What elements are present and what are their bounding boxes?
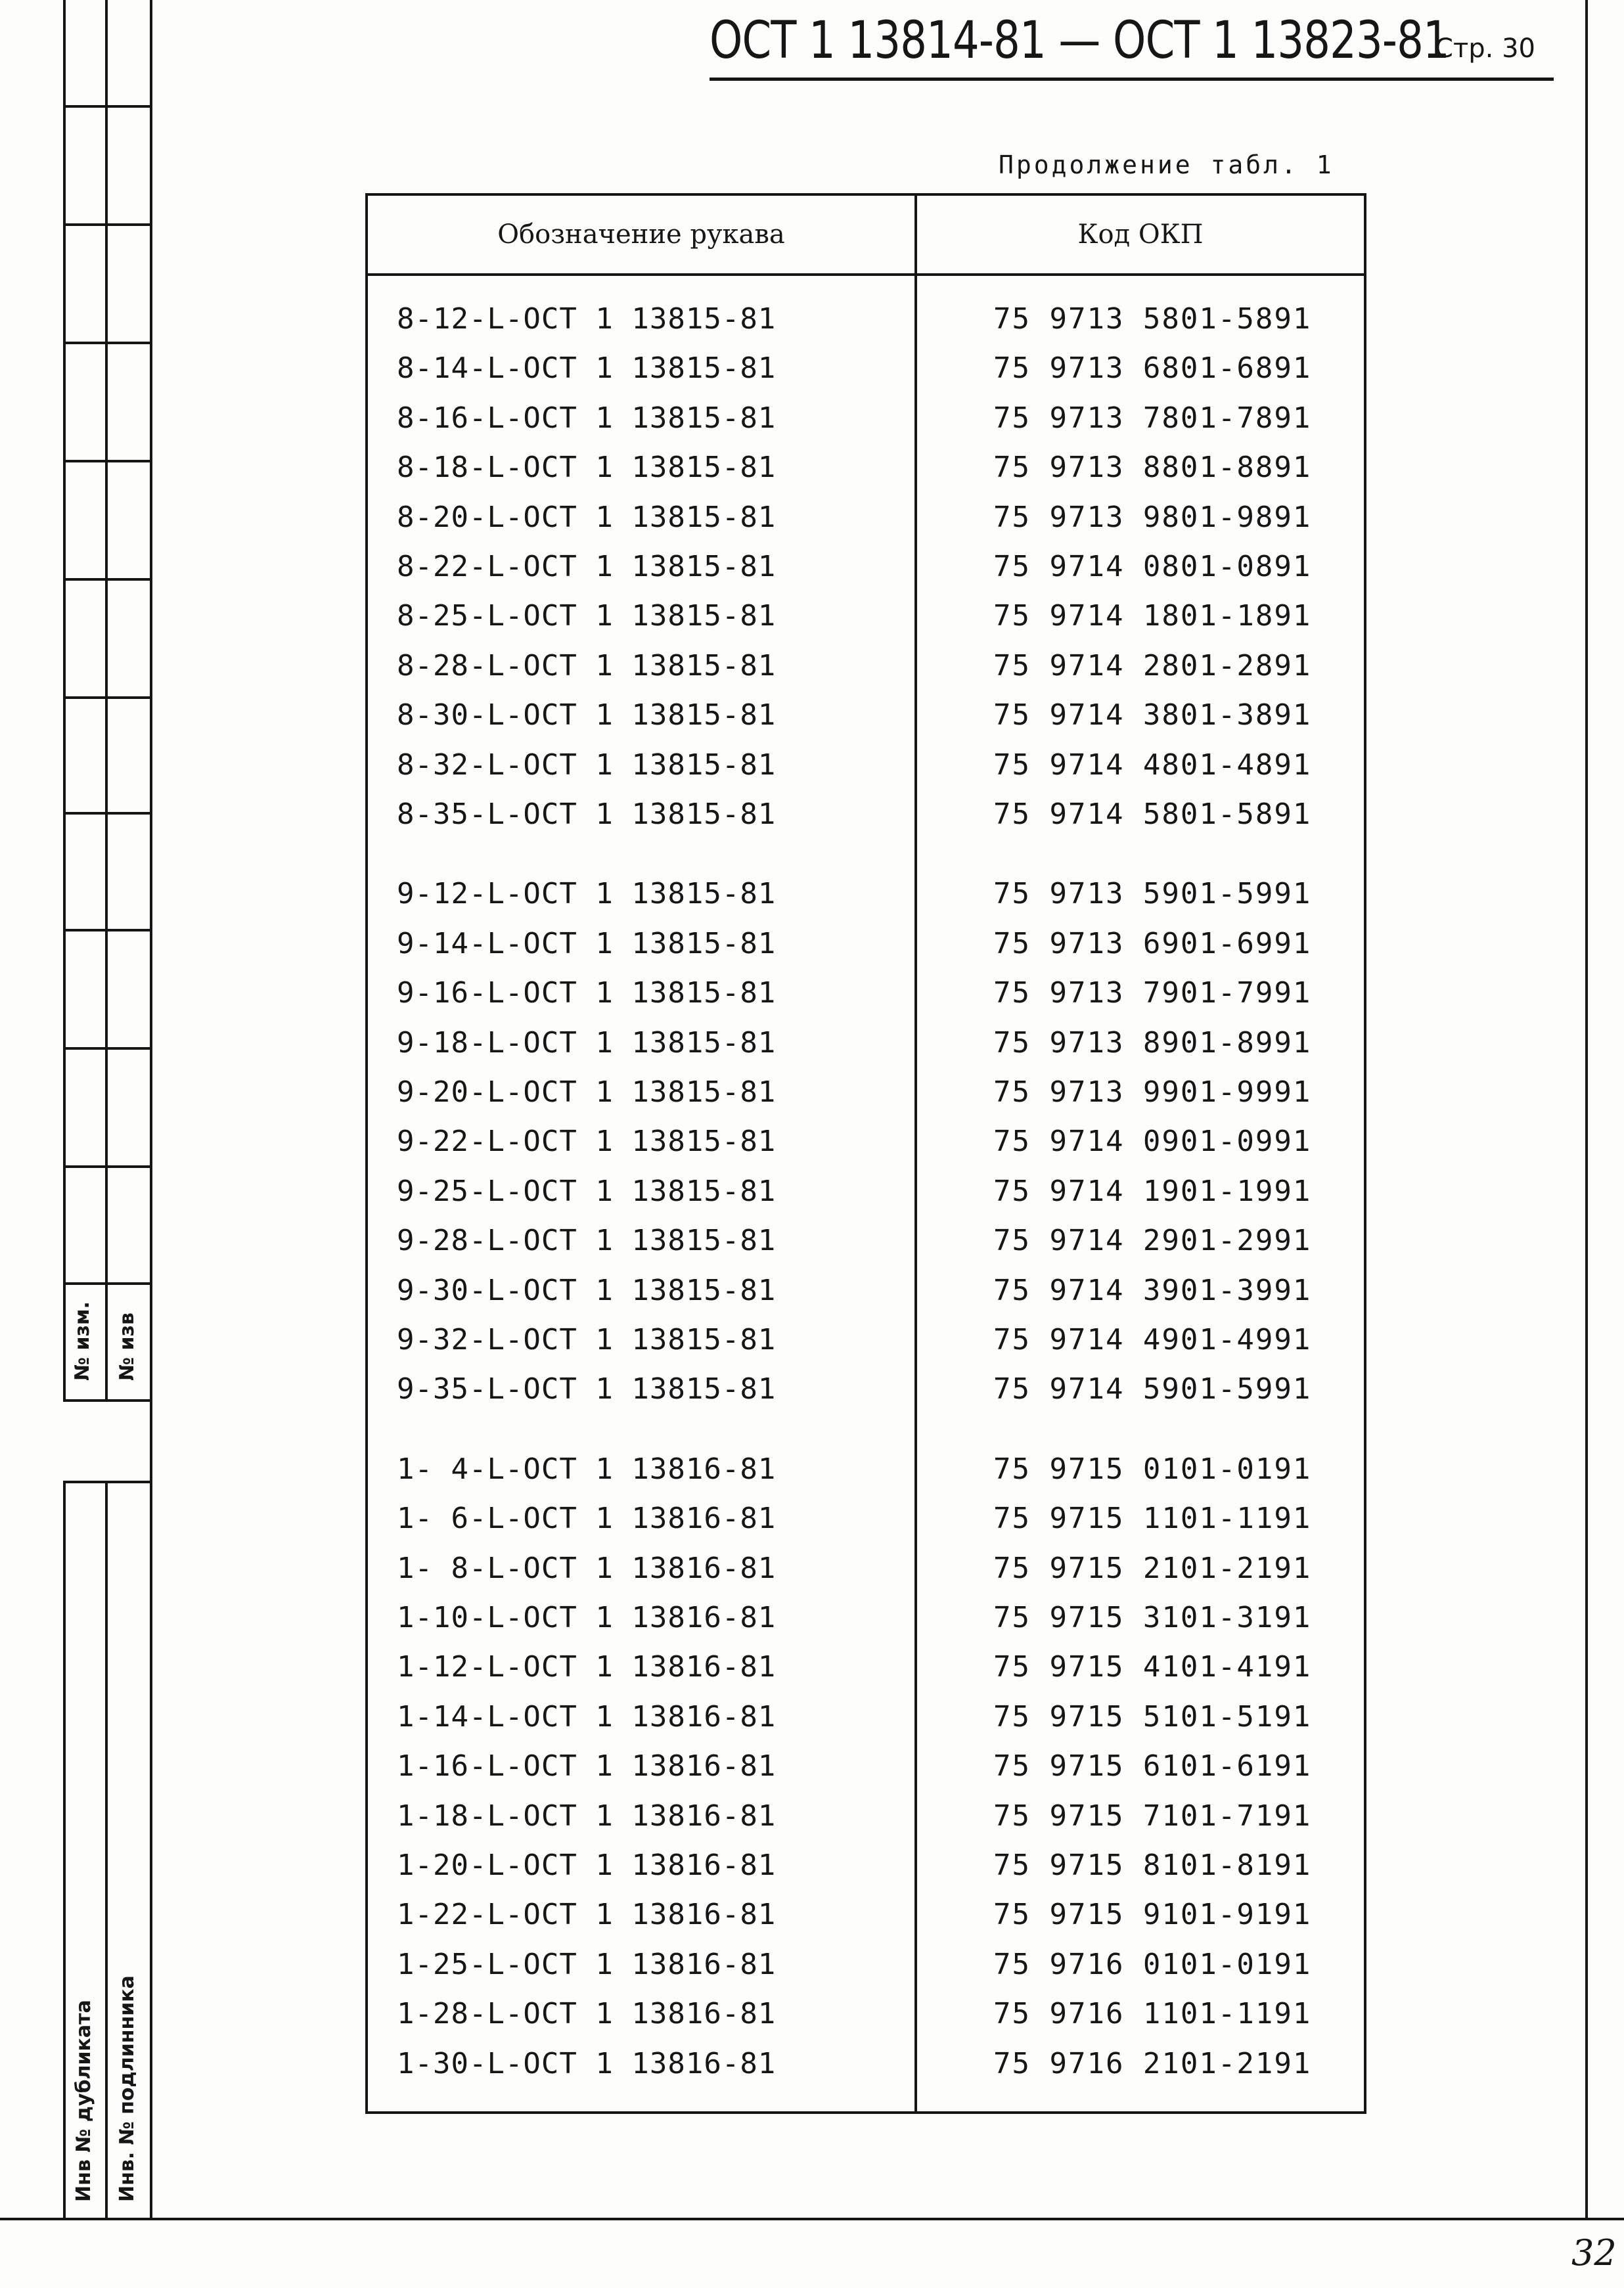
hose-designation-cell: 8-35-L-ОСТ 1 13815-81 [397,797,777,831]
table-row [368,443,1364,493]
okp-code-cell: 75 9715 4101-4191 [993,1650,1312,1684]
hose-designation-cell: 1-20-L-ОСТ 1 13816-81 [397,1849,777,1882]
okp-code-cell: 75 9714 0801-0891 [993,550,1312,583]
hose-designation-cell: 9-28-L-ОСТ 1 13815-81 [397,1224,777,1258]
hose-designation-cell: 8-25-L-ОСТ 1 13815-81 [397,599,777,633]
table-row [368,344,1364,393]
hose-designation-cell: 9-20-L-ОСТ 1 13815-81 [397,1075,777,1109]
margin-cell-line [63,1047,151,1050]
table-row [368,591,1364,641]
table-row [368,641,1364,691]
margin-cell-line [63,1399,151,1402]
table-row [368,542,1364,592]
margin-lower-top-line [63,1481,151,1483]
table-row [368,1791,1364,1841]
page-number: Стр. 30 [1435,34,1535,64]
okp-code-cell: 75 9716 1101-1191 [993,1997,1312,2031]
okp-code-cell: 75 9715 3101-3191 [993,1601,1312,1634]
table-row [368,1445,1364,1494]
okp-code-cell: 75 9715 5101-5191 [993,1699,1312,1734]
okp-code-cell: 75 9715 1101-1191 [993,1502,1312,1536]
okp-code-cell: 75 9714 2801-2891 [993,648,1312,683]
table-row [368,1117,1364,1167]
hose-designation-cell: 8-16-L-ОСТ 1 13815-81 [397,401,777,435]
hose-designation-cell: 1-16-L-ОСТ 1 13816-81 [397,1749,777,1783]
hose-designation-cell: 1-22-L-ОСТ 1 13816-81 [397,1898,777,1932]
table-row [368,1167,1364,1217]
okp-code-cell: 75 9713 8801-8891 [993,451,1312,485]
margin-cell-line [63,578,151,581]
sheet-number: 32 [1571,2232,1617,2274]
hose-designation-cell: 1- 6-L-ОСТ 1 13816-81 [397,1502,777,1536]
table-row [368,1364,1364,1414]
hose-designation-cell: 9-35-L-ОСТ 1 13815-81 [397,1372,777,1406]
margin-cell-line [63,696,151,699]
okp-code-cell: 75 9713 5801-5891 [993,302,1312,336]
okp-code-cell: 75 9713 8901-8991 [993,1025,1312,1060]
margin-cell-line [63,342,151,344]
table-row [368,1642,1364,1692]
hose-designation-cell: 9-22-L-ОСТ 1 13815-81 [397,1125,777,1159]
okp-code-cell: 75 9714 5801-5891 [993,797,1312,831]
okp-code-cell: 75 9713 5901-5991 [993,877,1312,911]
hose-designation-cell: 1-25-L-ОСТ 1 13816-81 [397,1947,777,1981]
hose-designation-cell: 9-32-L-ОСТ 1 13815-81 [397,1323,777,1357]
hose-designation-cell: 9-14-L-ОСТ 1 13815-81 [397,926,777,960]
table-row [368,1692,1364,1742]
margin-cell-line [63,460,151,462]
notice-number-label: № изв [116,1312,139,1381]
okp-code-cell: 75 9716 2101-2191 [993,2046,1312,2080]
okp-code-cell: 75 9715 6101-6191 [993,1749,1312,1783]
table-row [368,869,1364,919]
hose-designation-cell: 9-18-L-ОСТ 1 13815-81 [397,1025,777,1060]
okp-code-cell: 75 9714 4801-4891 [993,748,1312,782]
data-table [365,193,1366,2114]
okp-code-cell: 75 9715 9101-9191 [993,1898,1312,1932]
hose-designation-cell: 1-28-L-ОСТ 1 13816-81 [397,1997,777,2031]
hose-designation-cell: 9-30-L-ОСТ 1 13815-81 [397,1273,777,1307]
table-row [368,493,1364,543]
hose-designation-cell: 1-12-L-ОСТ 1 13816-81 [397,1650,777,1684]
hose-designation-cell: 1-10-L-ОСТ 1 13816-81 [397,1601,777,1634]
hose-designation-cell: 9-16-L-ОСТ 1 13815-81 [397,976,777,1010]
table-row [368,1494,1364,1544]
table-row [368,919,1364,969]
frame-bottom-border [0,2218,1624,2220]
hose-designation-cell: 1-30-L-ОСТ 1 13816-81 [397,2046,777,2080]
table-row [368,1841,1364,1891]
margin-cell-line [63,812,151,815]
okp-code-cell: 75 9713 6901-6991 [993,926,1312,960]
okp-code-cell: 75 9714 2901-2991 [993,1224,1312,1258]
okp-code-cell: 75 9713 9801-9891 [993,500,1312,534]
table-row [368,1890,1364,1940]
okp-code-cell: 75 9714 0901-0991 [993,1125,1312,1159]
margin-cell-line [63,929,151,931]
table-caption: Продолжение табл. 1 [999,150,1334,179]
okp-code-cell: 75 9713 7901-7991 [993,976,1312,1010]
table-row [368,790,1364,840]
table-row [368,1989,1364,2039]
okp-code-cell: 75 9714 3801-3891 [993,698,1312,732]
document-title: ОСТ 1 13814-81 — ОСТ 1 13823-81 [710,11,1449,70]
hose-designation-cell: 1-18-L-ОСТ 1 13816-81 [397,1799,777,1833]
okp-code-cell: 75 9713 7801-7891 [993,401,1312,435]
okp-code-cell: 75 9714 5901-5991 [993,1372,1312,1406]
hose-designation-cell: 1-14-L-ОСТ 1 13816-81 [397,1699,777,1734]
original-inventory-label: Инв. № подлинника [116,1975,139,2202]
okp-code-cell: 75 9713 9901-9991 [993,1075,1312,1109]
table-row [368,1940,1364,1990]
duplicate-inventory-label: Инв № дубликата [72,2000,95,2202]
hose-designation-cell: 8-32-L-ОСТ 1 13815-81 [397,748,777,782]
table-row [368,1266,1364,1316]
okp-code-cell: 75 9715 8101-8191 [993,1849,1312,1882]
table-row [368,1018,1364,1068]
margin-cell-line [63,105,151,108]
table-row [368,393,1364,443]
hose-designation-cell: 8-20-L-ОСТ 1 13815-81 [397,500,777,534]
table-row [368,1593,1364,1643]
table-row [368,690,1364,740]
table-row [368,968,1364,1018]
hose-designation-cell: 8-22-L-ОСТ 1 13815-81 [397,550,777,583]
hose-designation-cell: 8-12-L-ОСТ 1 13815-81 [397,302,777,336]
frame-left-border [150,0,152,2219]
change-number-label: № изм. [71,1301,94,1381]
okp-code-cell: 75 9714 3901-3991 [993,1273,1312,1307]
margin-lower-line-inner [105,1482,108,2218]
table-row [368,740,1364,790]
column-header-okp-code: Код ОКП [1077,219,1204,250]
hose-designation-cell: 9-12-L-ОСТ 1 13815-81 [397,877,777,911]
table-row [368,2039,1364,2089]
table-row [368,1216,1364,1266]
table-row [368,1741,1364,1791]
margin-cell-line [63,1282,151,1285]
okp-code-cell: 75 9715 0101-0191 [993,1452,1312,1486]
table-row [368,1067,1364,1117]
hose-designation-cell: 8-14-L-ОСТ 1 13815-81 [397,351,777,386]
okp-code-cell: 75 9714 1801-1891 [993,599,1312,633]
hose-designation-cell: 8-28-L-ОСТ 1 13815-81 [397,648,777,683]
okp-code-cell: 75 9713 6801-6891 [993,351,1312,386]
margin-cell-line [63,1165,151,1168]
margin-lower-line-outer [63,1482,66,2218]
okp-code-cell: 75 9715 7101-7191 [993,1799,1312,1833]
margin-line-outer [63,0,66,1402]
table-row [368,1544,1364,1594]
margin-line-inner [105,0,108,1402]
okp-code-cell: 75 9716 0101-0191 [993,1947,1312,1981]
document-header [710,7,1554,81]
okp-code-cell: 75 9714 4901-4991 [993,1323,1312,1357]
margin-cell-line [63,223,151,226]
hose-designation-cell: 9-25-L-ОСТ 1 13815-81 [397,1174,777,1208]
hose-designation-cell: 8-30-L-ОСТ 1 13815-81 [397,698,777,732]
column-header-designation: Обозначение рукава [497,219,785,250]
hose-designation-cell: 1- 8-L-ОСТ 1 13816-81 [397,1551,777,1585]
okp-code-cell: 75 9714 1901-1991 [993,1174,1312,1208]
frame-right-border [1585,0,1588,2219]
okp-code-cell: 75 9715 2101-2191 [993,1551,1312,1585]
table-row [368,1315,1364,1365]
hose-designation-cell: 1- 4-L-ОСТ 1 13816-81 [397,1452,777,1486]
table-row [368,294,1364,344]
hose-designation-cell: 8-18-L-ОСТ 1 13815-81 [397,451,777,485]
header-divider [368,273,1364,276]
